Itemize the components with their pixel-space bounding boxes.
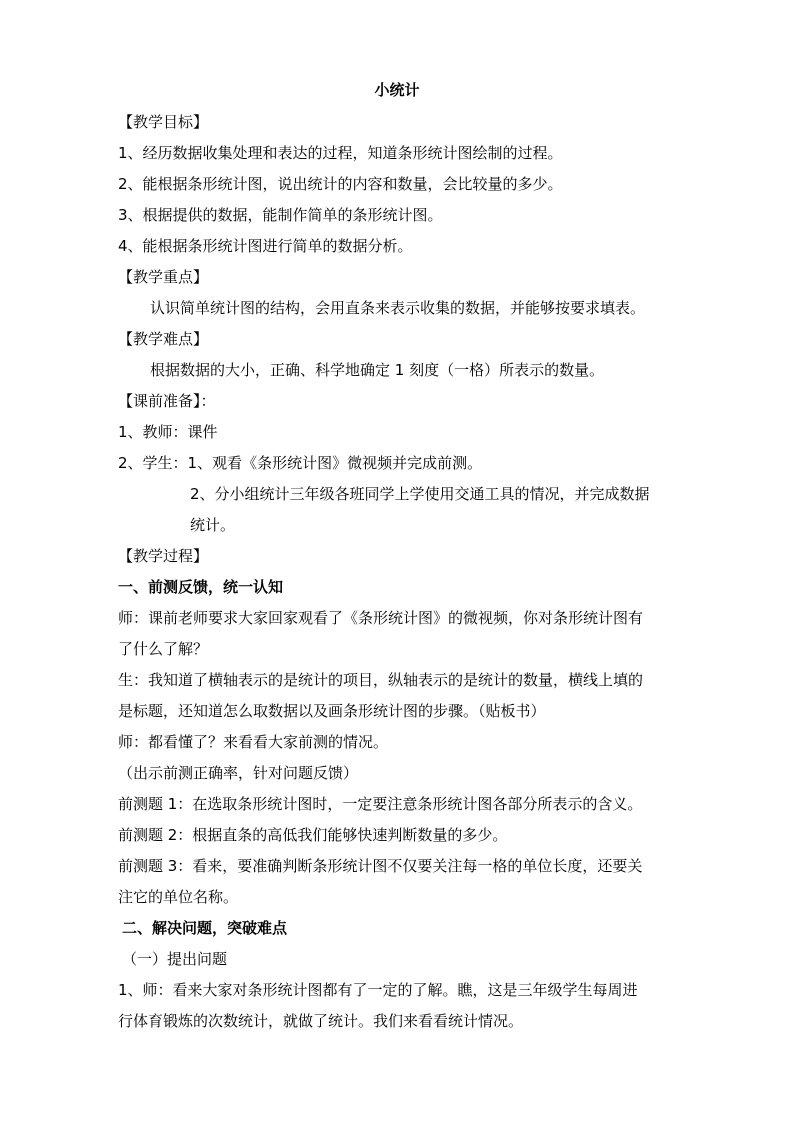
subsection-heading: （一）提出问题 — [122, 950, 228, 968]
paragraph-line: 1、师：看来大家对条形统计图都有了一定的了解。瞧，这是三年级学生每周进 — [118, 981, 638, 999]
paragraph-line: 行体育锻炼的次数统计，就做了统计。我们来看看统计情况。 — [118, 1012, 524, 1030]
document-title: 小统计 — [374, 81, 420, 99]
preparation-student-2-cont: 统计。 — [190, 516, 236, 534]
pretest-item-1: 前测题 1：在选取条形统计图时，一定要注意条形统计图各部分所表示的含义。 — [118, 795, 643, 813]
heading-key-points: 【教学重点】 — [118, 268, 209, 286]
paragraph-line: （出示前测正确率，针对问题反馈） — [118, 764, 359, 782]
paragraph-line: 生：我知道了横轴表示的是统计的项目，纵轴表示的是统计的数量，横线上填的 — [118, 671, 644, 689]
pretest-item-3-cont: 注它的单位名称。 — [118, 888, 239, 906]
heading-process: 【教学过程】 — [118, 547, 209, 565]
section-heading-2: 二、解决问题，突破难点 — [122, 919, 288, 937]
paragraph-line: 是标题，还知道怎么取数据以及画条形统计图的步骤。（贴板书） — [118, 702, 546, 720]
heading-difficulties: 【教学难点】 — [118, 330, 209, 348]
heading-preparation: 【课前准备】： — [118, 392, 216, 410]
section-heading-1: 一、前测反馈，统一认知 — [118, 578, 284, 596]
heading-teaching-goals: 【教学目标】 — [118, 113, 209, 131]
goal-item-3: 3、根据提供的数据，能制作简单的条形统计图。 — [118, 206, 443, 224]
preparation-student-1: 2、学生：1、观看《条形统计图》微视频并完成前测。 — [118, 454, 483, 472]
pretest-item-2: 前测题 2：根据直条的高低我们能够快速判断数量的多少。 — [118, 826, 508, 844]
paragraph-line: 师：都看懂了？来看看大家前测的情况。 — [118, 733, 389, 751]
paragraph-line: 了什么了解？ — [118, 640, 209, 658]
goal-item-2: 2、能根据条形统计图，说出统计的内容和数量，会比较量的多少。 — [118, 175, 563, 193]
difficulties-text: 根据数据的大小，正确、科学地确定 1 刻度（一格）所表示的数量。 — [150, 361, 605, 379]
paragraph-line: 师：课前老师要求大家回家观看了《条形统计图》的微视频，你对条形统计图有 — [118, 609, 644, 627]
preparation-student-2: 2、分小组统计三年级各班同学上学使用交通工具的情况，并完成数据 — [190, 485, 650, 503]
pretest-item-3: 前测题 3：看来，要准确判断条形统计图不仅要关注每一格的单位长度，还要关 — [118, 857, 643, 875]
key-points-text: 认识简单统计图的结构，会用直条来表示收集的数据，并能够按要求填表。 — [150, 299, 646, 317]
preparation-teacher: 1、教师：课件 — [118, 423, 218, 441]
goal-item-1: 1、经历数据收集处理和表达的过程，知道条形统计图绘制的过程。 — [118, 144, 563, 162]
goal-item-4: 4、能根据条形统计图进行简单的数据分析。 — [118, 237, 413, 255]
